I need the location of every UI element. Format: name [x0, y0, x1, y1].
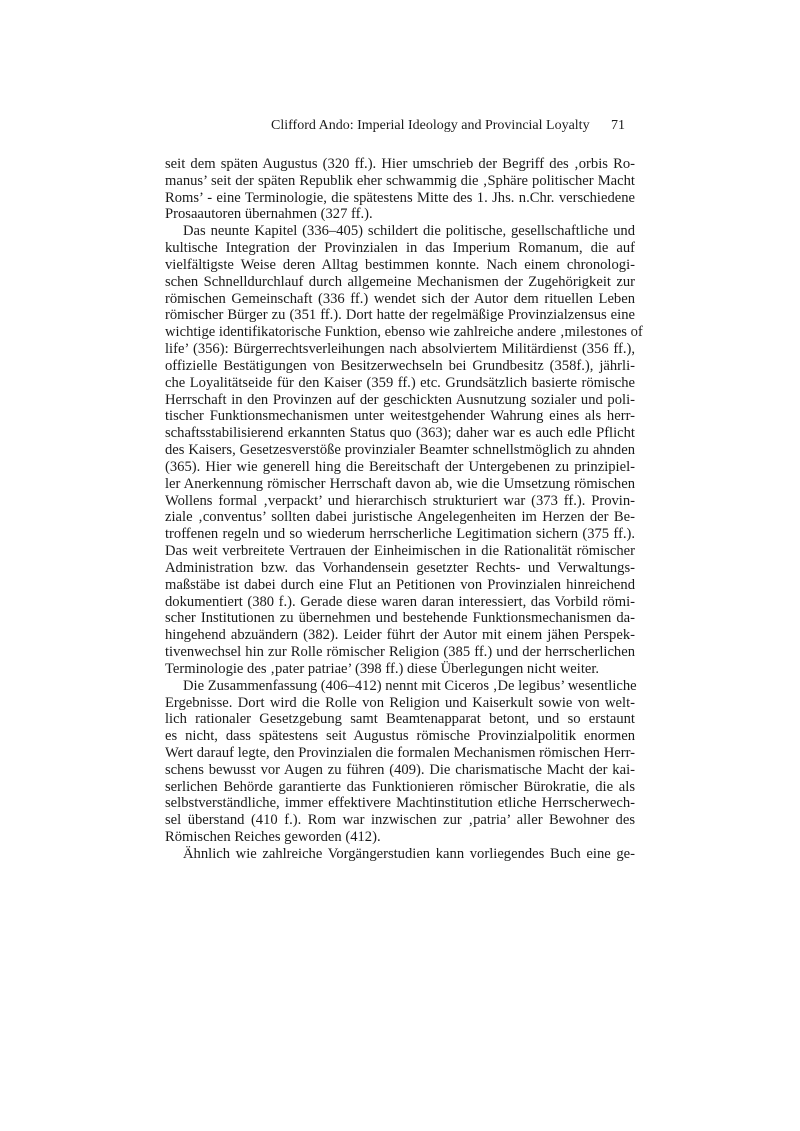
running-title: Clifford Ando: Imperial Ideology and Provincial Loyalty — [271, 118, 590, 133]
text-line: Das neunte Kapitel (336–405) schildert die politische, gesellschaftliche und — [183, 223, 635, 240]
text-line: Roms’ - eine Terminologie, die spätestens Mitte des 1. Jhs. n.Chr. verschiedene — [165, 189, 635, 206]
text-line: römischer Bürger zu (351 ff.). Dort hatte der regelmäßige Provinzialzensus eine — [165, 307, 635, 324]
text-line: offizielle Bestätigungen von Besitzerwechseln bei Grundbesitz (358f.), jährli- — [165, 357, 635, 374]
text-line: Die Zusammenfassung (406–412) nennt mit Ciceros ‚De legibus’ wesentliche — [183, 677, 637, 694]
running-header — [165, 118, 635, 136]
text-line: tischer Funktionsmechanismen unter weitestgehender Wahrung eines als herr- — [165, 408, 635, 425]
text-line: Das weit verbreitete Vertrauen der Einheimischen in die Rationalität römischer — [165, 543, 635, 560]
text-line: römischen Gemeinschaft (336 ff.) wendet sich der Autor dem rituellen Leben — [165, 290, 635, 307]
body-text — [165, 156, 643, 863]
text-line: wichtige identifikatorische Funktion, ebenso wie zahlreiche andere ‚milestones of — [165, 324, 643, 341]
text-line: Terminologie des ‚pater patriae’ (398 ff.) diese Überlegungen nicht weiter. — [165, 660, 600, 677]
text-line: schaftsstabilisierend erkannten Status quo (363); daher war es auch edle Pflicht — [165, 425, 635, 442]
text-line: hingehend abzuändern (382). Leider führt der Autor mit einem jähen Perspek- — [165, 627, 635, 644]
text-line: des Kaisers, Gesetzesverstöße provinzialer Beamter schnellstmöglich zu ahnden — [165, 442, 635, 459]
paragraph — [165, 678, 635, 846]
text-line: maßstäbe ist dabei durch eine Flut an Petitionen von Provinzialen hinreichend — [165, 576, 635, 593]
text-line: troffenen regeln und so wiederum herrscherliche Legitimation sichern (375 ff.). — [165, 526, 635, 543]
text-line: (365). Hier wie generell hing die Bereitschaft der Untergebenen zu prinzipiel- — [165, 458, 635, 475]
text-line: tivenwechsel hin zur Rolle römischer Religion (385 ff.) und der herrscherlichen — [165, 644, 635, 661]
text-line: serlichen Behörde garantierte das Funktionieren römischer Bürokratie, die als — [165, 778, 635, 795]
page-number: 71 — [611, 118, 625, 133]
text-line: es nicht, dass spätestens seit Augustus römische Provinzialpolitik enormen — [165, 728, 635, 745]
text-line: sel überstand (410 f.). Rom war inzwischen zur ‚patria’ aller Bewohner des — [165, 812, 635, 829]
text-line: che Loyalitätseide für den Kaiser (359 ff.) etc. Grundsätzlich basierte römische — [165, 374, 635, 391]
text-line: manus’ seit der späten Republik eher schwammig die ‚Sphäre politischer Macht — [165, 172, 635, 189]
paragraph — [165, 846, 635, 863]
text-line: vielfältigste Weise deren Alltag bestimmen konnte. Nach einem chronologi- — [165, 256, 635, 273]
text-line: Administration bzw. das Vorhandensein gesetzter Rechts- und Verwaltungs- — [165, 559, 635, 576]
paragraph — [165, 223, 643, 677]
text-line: seit dem späten Augustus (320 ff.). Hier umschrieb der Begriff des ‚orbis Ro- — [165, 156, 635, 172]
text-line: Wollens formal ‚verpackt’ und hierarchisch strukturiert war (373 ff.). Provin- — [165, 492, 635, 509]
text-line: lich rationaler Gesetzgebung samt Beamtenapparat betont, und so erstaunt — [165, 711, 635, 728]
text-line: ziale ‚conventus’ sollten dabei juristische Angelegenheiten im Herzen der Be- — [165, 509, 635, 526]
text-line: ler Anerkennung römischer Herrschaft davon ab, wie die Umsetzung römischen — [165, 475, 635, 492]
text-line: Ergebnisse. Dort wird die Rolle von Religion und Kaiserkult sowie von welt- — [165, 694, 635, 711]
text-line: Prosaautoren übernahmen (327 ff.). — [165, 206, 373, 223]
text-line: life’ (356): Bürgerrechtsverleihungen nach absolviertem Militärdienst (356 ff.), — [165, 341, 635, 358]
text-line: dokumentiert (380 f.). Gerade diese waren daran interessiert, das Vorbild römi- — [165, 593, 635, 610]
text-line: Ähnlich wie zahlreiche Vorgängerstudien kann vorliegendes Buch eine ge- — [183, 845, 635, 862]
text-line: Wert darauf legte, den Provinzialen die formalen Mechanismen römischen Herr- — [165, 744, 635, 761]
text-line: schen Schnelldurchlauf durch allgemeine Mechanismen der Zugehörigkeit zur — [165, 273, 635, 290]
text-line: kultische Integration der Provinzialen in das Imperium Romanum, die auf — [165, 240, 635, 257]
text-line: Römischen Reiches geworden (412). — [165, 829, 381, 846]
text-line: scher Institutionen zu übernehmen und bestehende Funktionsmechanismen da- — [165, 610, 635, 627]
text-line: schens bewusst vor Augen zu führen (409). Die charismatische Macht der kai- — [165, 761, 635, 778]
text-line: Herrschaft in den Provinzen auf der geschickten Ausnutzung sozialer und poli- — [165, 391, 635, 408]
paragraph — [165, 156, 635, 223]
text-line: selbstverständliche, immer effektivere Machtinstitution etliche Herrscherwech- — [165, 795, 635, 812]
